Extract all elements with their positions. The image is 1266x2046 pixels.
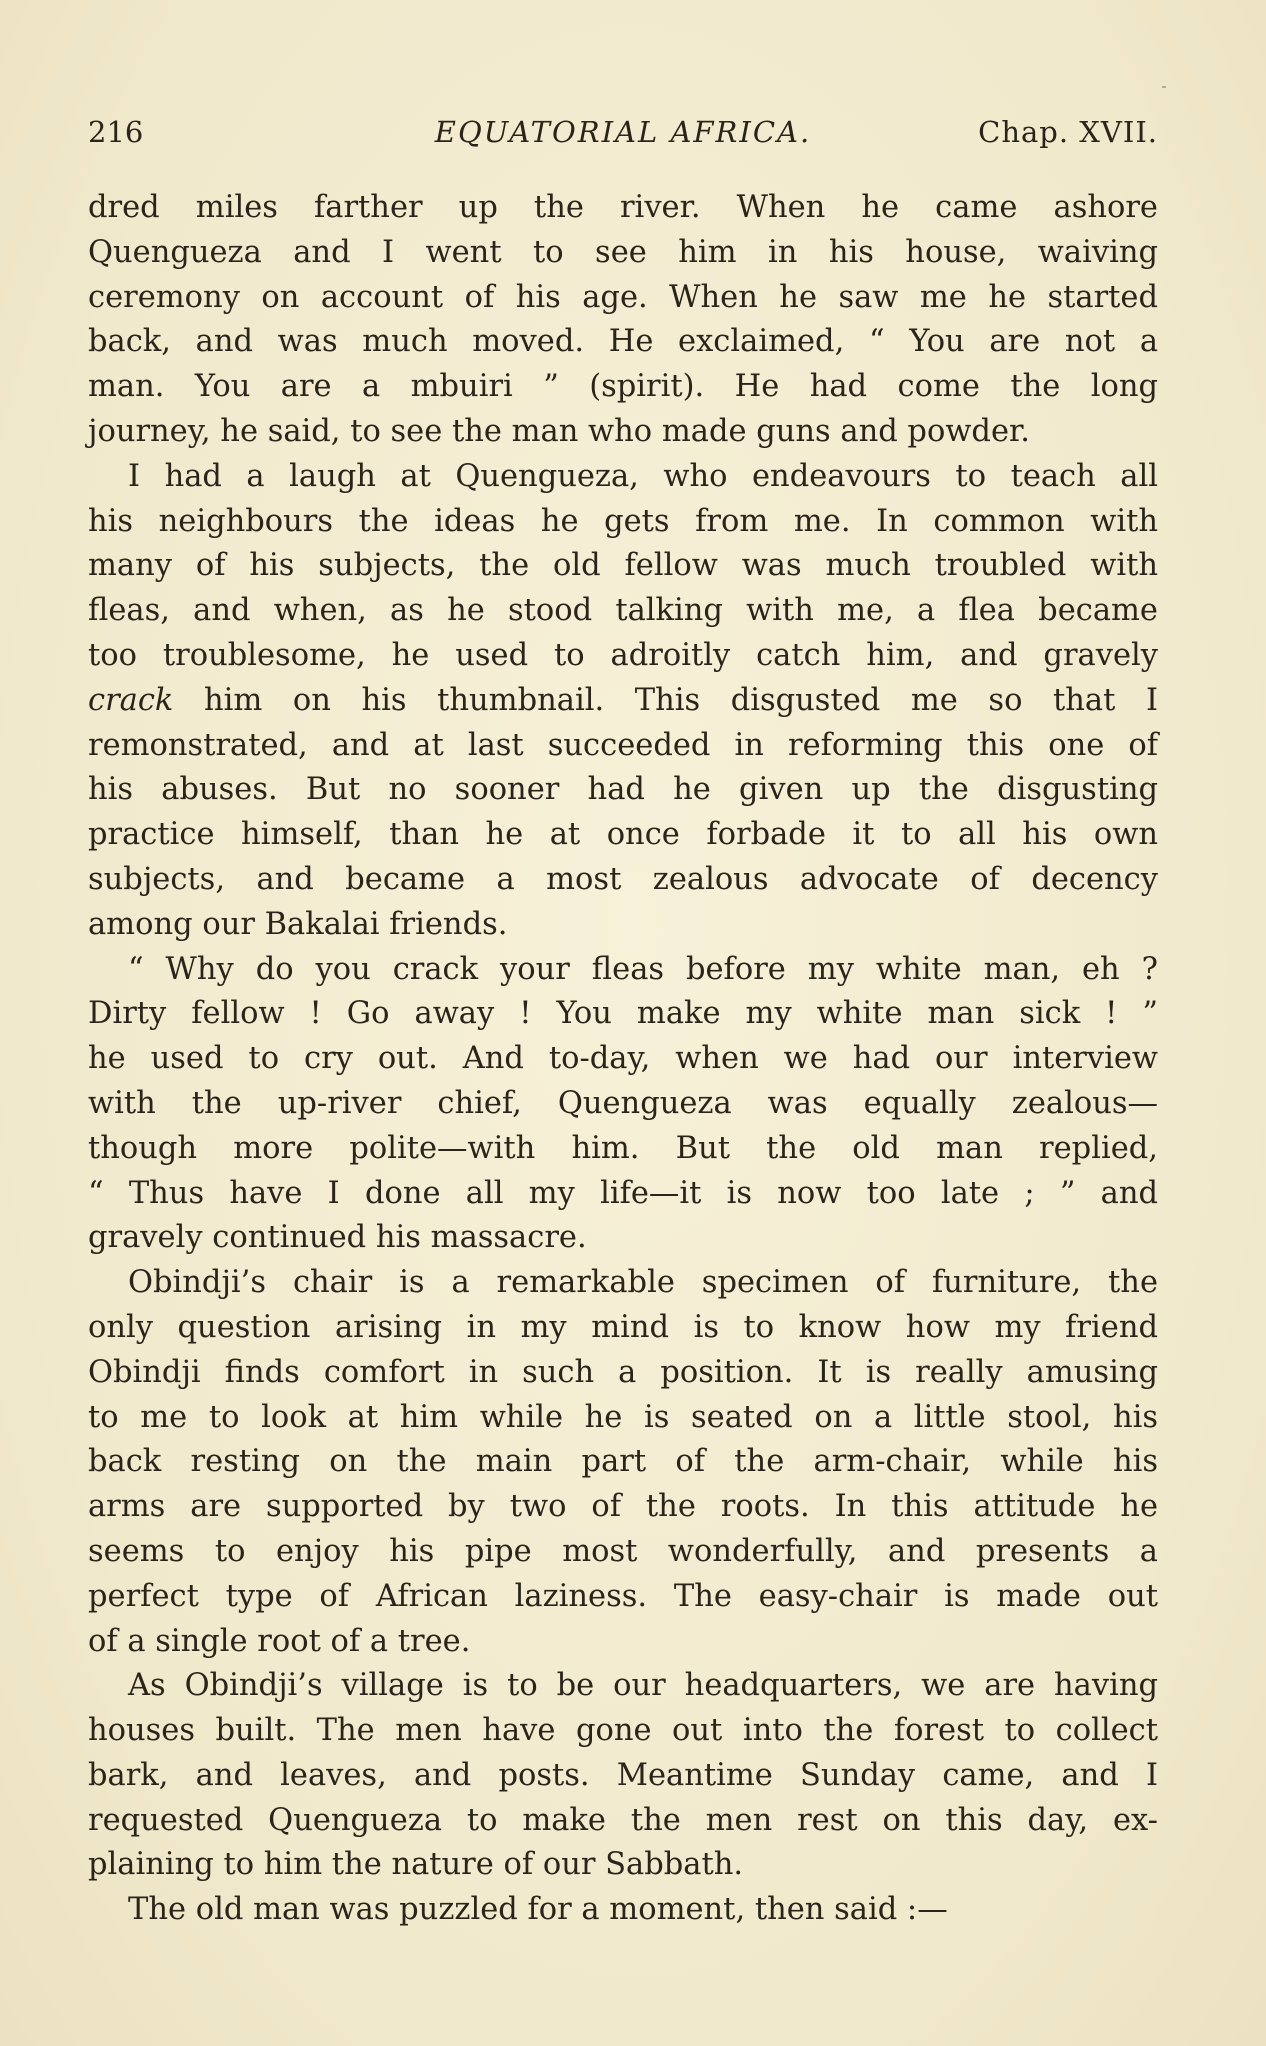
text-line: gravely continued his massacre. (88, 1220, 587, 1256)
text-line: As Obindji’s village is to be our headquarters, we are having (128, 1668, 1158, 1704)
text-line: man. You are a mbuiri ” (spirit). He had come the long (88, 369, 1158, 405)
text-line: dred miles farther up the river. When he came ashore (88, 190, 1158, 225)
text-line: though more polite—with him. But the old man replied, (88, 1130, 1158, 1166)
text-line: only question arising in my mind is to know how my friend (88, 1309, 1158, 1345)
text-line: back, and was much moved. He exclaimed, “ You are not a (88, 324, 1158, 360)
page-header (88, 112, 1158, 152)
running-title: EQUATORIAL AFRICA. (434, 115, 812, 149)
body-text (88, 186, 1158, 1933)
text-line: subjects, and became a most zealous advocate of decency (88, 861, 1158, 897)
text-line: of a single root of a tree. (88, 1623, 471, 1659)
text-line: I had a laugh at Quengueza, who endeavours to teach all (128, 458, 1158, 494)
text-line: “ Why do you crack your fleas before my white man, eh ? (128, 951, 1158, 987)
text-line: requested Quengueza to make the men rest on this day, ex- (88, 1802, 1158, 1838)
scan-speck (1162, 86, 1166, 88)
text-line: crack him on his thumbnail. This disgusted me so that I (88, 682, 1158, 718)
text-line: arms are supported by two of the roots. In this attitude he (88, 1489, 1158, 1525)
italic-word: crack (88, 682, 174, 718)
text-line: journey, he said, to see the man who made guns and powder. (88, 413, 1030, 449)
text-line: houses built. The men have gone out into the forest to collect (88, 1713, 1158, 1749)
text-line: with the up-river chief, Quengueza was equally zealous— (88, 1085, 1158, 1121)
text-line: his neighbours the ideas he gets from me. In common with (88, 503, 1158, 539)
paragraph (88, 948, 1158, 1262)
paragraph (88, 1888, 1158, 1933)
text-line: seems to enjoy his pipe most wonderfully, and presents a (88, 1533, 1158, 1569)
text-line: bark, and leaves, and posts. Meantime Sunday came, and I (88, 1757, 1158, 1793)
text-line: too troublesome, he used to adroitly catch him, and gravely (88, 637, 1158, 673)
paragraph (88, 1261, 1158, 1664)
text-line: Obindji’s chair is a remarkable specimen of furniture, the (128, 1265, 1158, 1301)
text-line: he used to cry out. And to-day, when we had our interview (88, 1041, 1158, 1077)
text-line: many of his subjects, the old fellow was much troubled with (88, 548, 1158, 584)
chapter-label: Chap. XVII. (978, 115, 1158, 149)
text-line: The old man was puzzled for a moment, then said :— (128, 1892, 948, 1928)
text-line: Quengueza and I went to see him in his house, waiving (88, 234, 1158, 270)
text-line: plaining to him the nature of our Sabbath. (88, 1847, 744, 1883)
text-line: perfect type of African laziness. The easy-chair is made out (88, 1578, 1158, 1614)
text-line: his abuses. But no sooner had he given up the disgusting (88, 772, 1158, 808)
text-line: back resting on the main part of the arm-chair, while his (88, 1444, 1158, 1480)
text-line: ceremony on account of his age. When he saw me he started (88, 279, 1158, 315)
paragraph (88, 186, 1158, 455)
text-line: Dirty fellow ! Go away ! You make my white man sick ! ” (88, 996, 1158, 1032)
text-line: to me to look at him while he is seated on a little stool, his (88, 1399, 1158, 1435)
page-number: 216 (88, 115, 144, 149)
paragraph (88, 1664, 1158, 1888)
text-line: “ Thus have I done all my life—it is now too late ; ” and (88, 1175, 1158, 1211)
text-line: remonstrated, and at last succeeded in reforming this one of (88, 727, 1158, 763)
paragraph (88, 455, 1158, 948)
text-line: Obindji finds comfort in such a position. It is really amusing (88, 1354, 1158, 1390)
text-line: fleas, and when, as he stood talking with me, a flea became (88, 593, 1158, 629)
text-line: among our Bakalai friends. (88, 906, 508, 942)
text-line: practice himself, than he at once forbade it to all his own (88, 817, 1158, 853)
